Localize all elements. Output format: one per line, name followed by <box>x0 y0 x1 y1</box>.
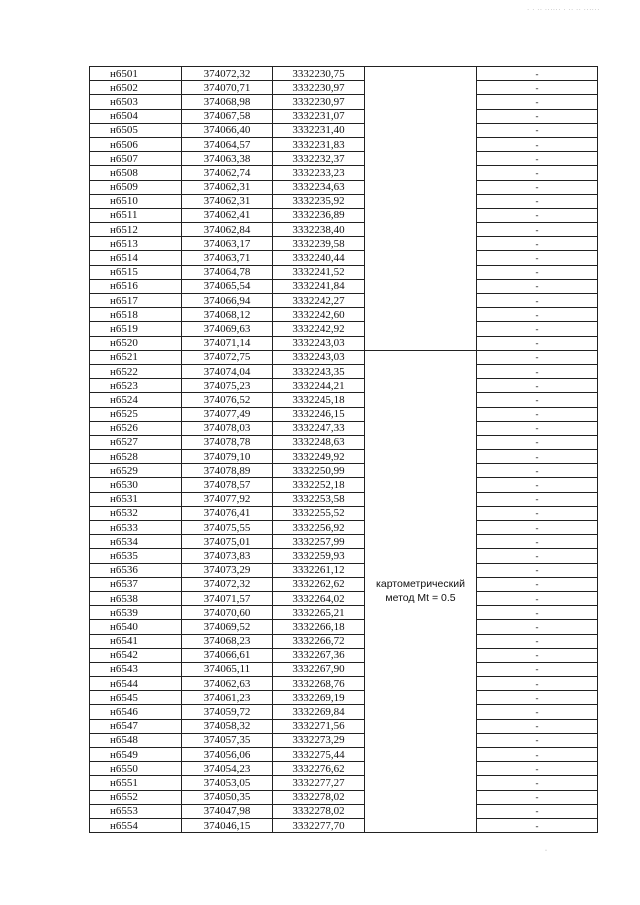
y-coordinate-cell: 3332231,40 <box>273 123 365 137</box>
note-cell: - <box>477 464 598 478</box>
point-id-cell: н6546 <box>90 705 182 719</box>
note-cell: - <box>477 294 598 308</box>
point-id-cell: н6502 <box>90 81 182 95</box>
point-id-cell: н6544 <box>90 677 182 691</box>
note-cell: - <box>477 435 598 449</box>
point-id-cell: н6554 <box>90 818 182 832</box>
table-row <box>90 719 598 733</box>
point-id-cell: н6504 <box>90 109 182 123</box>
note-cell: - <box>477 364 598 378</box>
point-id-cell: н6527 <box>90 435 182 449</box>
note-cell: - <box>477 776 598 790</box>
y-coordinate-cell: 3332238,40 <box>273 223 365 237</box>
note-cell: - <box>477 350 598 364</box>
table-row <box>90 166 598 180</box>
table-row <box>90 237 598 251</box>
note-cell: - <box>477 336 598 350</box>
note-cell: - <box>477 308 598 322</box>
x-coordinate-cell: 374071,57 <box>182 591 273 605</box>
point-id-cell: н6501 <box>90 67 182 81</box>
x-coordinate-cell: 374062,31 <box>182 194 273 208</box>
point-id-cell: н6548 <box>90 733 182 747</box>
table-row <box>90 662 598 676</box>
table-row <box>90 606 598 620</box>
note-cell: - <box>477 634 598 648</box>
x-coordinate-cell: 374062,74 <box>182 166 273 180</box>
note-cell: - <box>477 208 598 222</box>
point-id-cell: н6505 <box>90 123 182 137</box>
y-coordinate-cell: 3332271,56 <box>273 719 365 733</box>
table-row <box>90 506 598 520</box>
note-cell: - <box>477 407 598 421</box>
point-id-cell: н6514 <box>90 251 182 265</box>
x-coordinate-cell: 374050,35 <box>182 790 273 804</box>
table-row <box>90 308 598 322</box>
y-coordinate-cell: 3332267,90 <box>273 662 365 676</box>
x-coordinate-cell: 374057,35 <box>182 733 273 747</box>
note-cell: - <box>477 648 598 662</box>
note-cell: - <box>477 577 598 591</box>
note-cell: - <box>477 421 598 435</box>
point-id-cell: н6510 <box>90 194 182 208</box>
note-cell: - <box>477 620 598 634</box>
y-coordinate-cell: 3332243,35 <box>273 364 365 378</box>
note-cell: - <box>477 662 598 676</box>
note-cell: - <box>477 804 598 818</box>
x-coordinate-cell: 374064,57 <box>182 137 273 151</box>
y-coordinate-cell: 3332244,21 <box>273 379 365 393</box>
x-coordinate-cell: 374064,78 <box>182 265 273 279</box>
table-row <box>90 790 598 804</box>
coordinates-table-body <box>90 67 598 833</box>
y-coordinate-cell: 3332243,03 <box>273 350 365 364</box>
y-coordinate-cell: 3332242,92 <box>273 322 365 336</box>
y-coordinate-cell: 3332241,84 <box>273 279 365 293</box>
point-id-cell: н6512 <box>90 223 182 237</box>
point-id-cell: н6536 <box>90 563 182 577</box>
point-id-cell: н6520 <box>90 336 182 350</box>
note-cell: - <box>477 322 598 336</box>
y-coordinate-cell: 3332236,89 <box>273 208 365 222</box>
note-cell: - <box>477 251 598 265</box>
table-row <box>90 251 598 265</box>
x-coordinate-cell: 374047,98 <box>182 804 273 818</box>
x-coordinate-cell: 374076,41 <box>182 506 273 520</box>
note-cell: - <box>477 393 598 407</box>
y-coordinate-cell: 3332277,70 <box>273 818 365 832</box>
table-row <box>90 804 598 818</box>
x-coordinate-cell: 374074,04 <box>182 364 273 378</box>
method-cell-empty <box>365 67 477 351</box>
table-row <box>90 152 598 166</box>
table-row <box>90 733 598 747</box>
y-coordinate-cell: 3332265,21 <box>273 606 365 620</box>
table-row <box>90 322 598 336</box>
table-row <box>90 563 598 577</box>
note-cell: - <box>477 733 598 747</box>
x-coordinate-cell: 374063,17 <box>182 237 273 251</box>
table-row <box>90 492 598 506</box>
y-coordinate-cell: 3332230,97 <box>273 95 365 109</box>
y-coordinate-cell: 3332235,92 <box>273 194 365 208</box>
table-row <box>90 350 598 364</box>
x-coordinate-cell: 374068,98 <box>182 95 273 109</box>
y-coordinate-cell: 3332250,99 <box>273 464 365 478</box>
x-coordinate-cell: 374054,23 <box>182 762 273 776</box>
point-id-cell: н6503 <box>90 95 182 109</box>
y-coordinate-cell: 3332241,52 <box>273 265 365 279</box>
table-row <box>90 421 598 435</box>
table-row <box>90 109 598 123</box>
x-coordinate-cell: 374062,41 <box>182 208 273 222</box>
note-cell: - <box>477 223 598 237</box>
y-coordinate-cell: 3332277,27 <box>273 776 365 790</box>
table-row <box>90 818 598 832</box>
note-cell: - <box>477 194 598 208</box>
y-coordinate-cell: 3332247,33 <box>273 421 365 435</box>
footer-mark: · <box>545 848 547 854</box>
table-row <box>90 137 598 151</box>
table-row <box>90 379 598 393</box>
point-id-cell: н6519 <box>90 322 182 336</box>
note-cell: - <box>477 379 598 393</box>
y-coordinate-cell: 3332232,37 <box>273 152 365 166</box>
table-row <box>90 648 598 662</box>
table-row <box>90 677 598 691</box>
y-coordinate-cell: 3332266,72 <box>273 634 365 648</box>
y-coordinate-cell: 3332242,60 <box>273 308 365 322</box>
method-label-line1: картометрический <box>376 578 465 591</box>
x-coordinate-cell: 374058,32 <box>182 719 273 733</box>
point-id-cell: н6539 <box>90 606 182 620</box>
note-cell: - <box>477 705 598 719</box>
y-coordinate-cell: 3332245,18 <box>273 393 365 407</box>
x-coordinate-cell: 374072,75 <box>182 350 273 364</box>
note-cell: - <box>477 180 598 194</box>
y-coordinate-cell: 3332239,58 <box>273 237 365 251</box>
table-row <box>90 265 598 279</box>
x-coordinate-cell: 374070,60 <box>182 606 273 620</box>
note-cell: - <box>477 166 598 180</box>
point-id-cell: н6531 <box>90 492 182 506</box>
header-mark: · · ·· ······ · ·· ·· ······ <box>527 7 600 13</box>
point-id-cell: н6540 <box>90 620 182 634</box>
point-id-cell: н6509 <box>90 180 182 194</box>
point-id-cell: н6524 <box>90 393 182 407</box>
point-id-cell: н6529 <box>90 464 182 478</box>
y-coordinate-cell: 3332278,02 <box>273 790 365 804</box>
table-row <box>90 591 598 605</box>
x-coordinate-cell: 374062,84 <box>182 223 273 237</box>
point-id-cell: н6535 <box>90 549 182 563</box>
method-label-line2: метод Mt = 0.5 <box>385 592 456 605</box>
note-cell: - <box>477 492 598 506</box>
table-row <box>90 180 598 194</box>
table-row <box>90 762 598 776</box>
point-id-cell: н6518 <box>90 308 182 322</box>
x-coordinate-cell: 374063,71 <box>182 251 273 265</box>
x-coordinate-cell: 374075,23 <box>182 379 273 393</box>
y-coordinate-cell: 3332273,29 <box>273 733 365 747</box>
y-coordinate-cell: 3332278,02 <box>273 804 365 818</box>
note-cell: - <box>477 123 598 137</box>
y-coordinate-cell: 3332261,12 <box>273 563 365 577</box>
coordinates-table <box>89 66 598 833</box>
y-coordinate-cell: 3332267,36 <box>273 648 365 662</box>
point-id-cell: н6521 <box>90 350 182 364</box>
point-id-cell: н6545 <box>90 691 182 705</box>
table-row <box>90 279 598 293</box>
point-id-cell: н6543 <box>90 662 182 676</box>
point-id-cell: н6507 <box>90 152 182 166</box>
table-row <box>90 549 598 563</box>
x-coordinate-cell: 374070,71 <box>182 81 273 95</box>
table-row <box>90 393 598 407</box>
x-coordinate-cell: 374069,63 <box>182 322 273 336</box>
y-coordinate-cell: 3332234,63 <box>273 180 365 194</box>
note-cell: - <box>477 818 598 832</box>
note-cell: - <box>477 109 598 123</box>
point-id-cell: н6525 <box>90 407 182 421</box>
x-coordinate-cell: 374067,58 <box>182 109 273 123</box>
note-cell: - <box>477 67 598 81</box>
point-id-cell: н6526 <box>90 421 182 435</box>
y-coordinate-cell: 3332230,97 <box>273 81 365 95</box>
table-row <box>90 123 598 137</box>
note-cell: - <box>477 478 598 492</box>
point-id-cell: н6522 <box>90 364 182 378</box>
y-coordinate-cell: 3332269,84 <box>273 705 365 719</box>
x-coordinate-cell: 374063,38 <box>182 152 273 166</box>
point-id-cell: н6516 <box>90 279 182 293</box>
y-coordinate-cell: 3332230,75 <box>273 67 365 81</box>
table-row <box>90 435 598 449</box>
point-id-cell: н6517 <box>90 294 182 308</box>
x-coordinate-cell: 374056,06 <box>182 748 273 762</box>
x-coordinate-cell: 374059,72 <box>182 705 273 719</box>
point-id-cell: н6538 <box>90 591 182 605</box>
x-coordinate-cell: 374046,15 <box>182 818 273 832</box>
note-cell: - <box>477 719 598 733</box>
note-cell: - <box>477 265 598 279</box>
note-cell: - <box>477 81 598 95</box>
y-coordinate-cell: 3332262,62 <box>273 577 365 591</box>
x-coordinate-cell: 374073,29 <box>182 563 273 577</box>
point-id-cell: н6537 <box>90 577 182 591</box>
table-row <box>90 294 598 308</box>
point-id-cell: н6513 <box>90 237 182 251</box>
x-coordinate-cell: 374079,10 <box>182 450 273 464</box>
y-coordinate-cell: 3332253,58 <box>273 492 365 506</box>
point-id-cell: н6541 <box>90 634 182 648</box>
table-row <box>90 776 598 790</box>
table-row <box>90 407 598 421</box>
note-cell: - <box>477 677 598 691</box>
table-row <box>90 95 598 109</box>
point-id-cell: н6528 <box>90 450 182 464</box>
point-id-cell: н6549 <box>90 748 182 762</box>
table-row <box>90 478 598 492</box>
method-cell <box>365 350 477 832</box>
x-coordinate-cell: 374053,05 <box>182 776 273 790</box>
note-cell: - <box>477 762 598 776</box>
y-coordinate-cell: 3332249,92 <box>273 450 365 464</box>
x-coordinate-cell: 374069,52 <box>182 620 273 634</box>
x-coordinate-cell: 374077,92 <box>182 492 273 506</box>
y-coordinate-cell: 3332242,27 <box>273 294 365 308</box>
x-coordinate-cell: 374078,78 <box>182 435 273 449</box>
y-coordinate-cell: 3332243,03 <box>273 336 365 350</box>
note-cell: - <box>477 95 598 109</box>
table-row <box>90 81 598 95</box>
table-row <box>90 364 598 378</box>
x-coordinate-cell: 374076,52 <box>182 393 273 407</box>
y-coordinate-cell: 3332259,93 <box>273 549 365 563</box>
point-id-cell: н6547 <box>90 719 182 733</box>
y-coordinate-cell: 3332266,18 <box>273 620 365 634</box>
table-row <box>90 691 598 705</box>
point-id-cell: н6552 <box>90 790 182 804</box>
table-row <box>90 521 598 535</box>
note-cell: - <box>477 790 598 804</box>
table-row <box>90 223 598 237</box>
x-coordinate-cell: 374066,94 <box>182 294 273 308</box>
note-cell: - <box>477 450 598 464</box>
table-row <box>90 194 598 208</box>
point-id-cell: н6530 <box>90 478 182 492</box>
x-coordinate-cell: 374078,89 <box>182 464 273 478</box>
table-row <box>90 577 598 591</box>
x-coordinate-cell: 374075,55 <box>182 521 273 535</box>
table-row <box>90 620 598 634</box>
y-coordinate-cell: 3332264,02 <box>273 591 365 605</box>
x-coordinate-cell: 374062,31 <box>182 180 273 194</box>
y-coordinate-cell: 3332275,44 <box>273 748 365 762</box>
table-row <box>90 748 598 762</box>
point-id-cell: н6515 <box>90 265 182 279</box>
x-coordinate-cell: 374078,03 <box>182 421 273 435</box>
x-coordinate-cell: 374066,61 <box>182 648 273 662</box>
point-id-cell: н6506 <box>90 137 182 151</box>
x-coordinate-cell: 374071,14 <box>182 336 273 350</box>
x-coordinate-cell: 374068,23 <box>182 634 273 648</box>
x-coordinate-cell: 374062,63 <box>182 677 273 691</box>
y-coordinate-cell: 3332240,44 <box>273 251 365 265</box>
note-cell: - <box>477 563 598 577</box>
note-cell: - <box>477 152 598 166</box>
point-id-cell: н6532 <box>90 506 182 520</box>
y-coordinate-cell: 3332257,99 <box>273 535 365 549</box>
y-coordinate-cell: 3332255,52 <box>273 506 365 520</box>
x-coordinate-cell: 374061,23 <box>182 691 273 705</box>
point-id-cell: н6533 <box>90 521 182 535</box>
table-row <box>90 634 598 648</box>
point-id-cell: н6553 <box>90 804 182 818</box>
y-coordinate-cell: 3332252,18 <box>273 478 365 492</box>
x-coordinate-cell: 374072,32 <box>182 577 273 591</box>
note-cell: - <box>477 279 598 293</box>
point-id-cell: н6550 <box>90 762 182 776</box>
point-id-cell: н6534 <box>90 535 182 549</box>
table-row <box>90 208 598 222</box>
table-row <box>90 535 598 549</box>
table-row <box>90 450 598 464</box>
y-coordinate-cell: 3332248,63 <box>273 435 365 449</box>
x-coordinate-cell: 374065,54 <box>182 279 273 293</box>
note-cell: - <box>477 549 598 563</box>
x-coordinate-cell: 374072,32 <box>182 67 273 81</box>
y-coordinate-cell: 3332276,62 <box>273 762 365 776</box>
x-coordinate-cell: 374066,40 <box>182 123 273 137</box>
note-cell: - <box>477 237 598 251</box>
x-coordinate-cell: 374075,01 <box>182 535 273 549</box>
point-id-cell: н6542 <box>90 648 182 662</box>
note-cell: - <box>477 691 598 705</box>
table-row <box>90 464 598 478</box>
y-coordinate-cell: 3332268,76 <box>273 677 365 691</box>
y-coordinate-cell: 3332231,83 <box>273 137 365 151</box>
x-coordinate-cell: 374065,11 <box>182 662 273 676</box>
x-coordinate-cell: 374068,12 <box>182 308 273 322</box>
point-id-cell: н6523 <box>90 379 182 393</box>
y-coordinate-cell: 3332233,23 <box>273 166 365 180</box>
note-cell: - <box>477 606 598 620</box>
point-id-cell: н6508 <box>90 166 182 180</box>
point-id-cell: н6511 <box>90 208 182 222</box>
table-row <box>90 705 598 719</box>
point-id-cell: н6551 <box>90 776 182 790</box>
table-row <box>90 336 598 350</box>
x-coordinate-cell: 374078,57 <box>182 478 273 492</box>
note-cell: - <box>477 506 598 520</box>
note-cell: - <box>477 748 598 762</box>
y-coordinate-cell: 3332246,15 <box>273 407 365 421</box>
x-coordinate-cell: 374077,49 <box>182 407 273 421</box>
note-cell: - <box>477 137 598 151</box>
y-coordinate-cell: 3332256,92 <box>273 521 365 535</box>
note-cell: - <box>477 521 598 535</box>
note-cell: - <box>477 535 598 549</box>
y-coordinate-cell: 3332269,19 <box>273 691 365 705</box>
y-coordinate-cell: 3332231,07 <box>273 109 365 123</box>
table-row <box>90 67 598 81</box>
note-cell: - <box>477 591 598 605</box>
x-coordinate-cell: 374073,83 <box>182 549 273 563</box>
